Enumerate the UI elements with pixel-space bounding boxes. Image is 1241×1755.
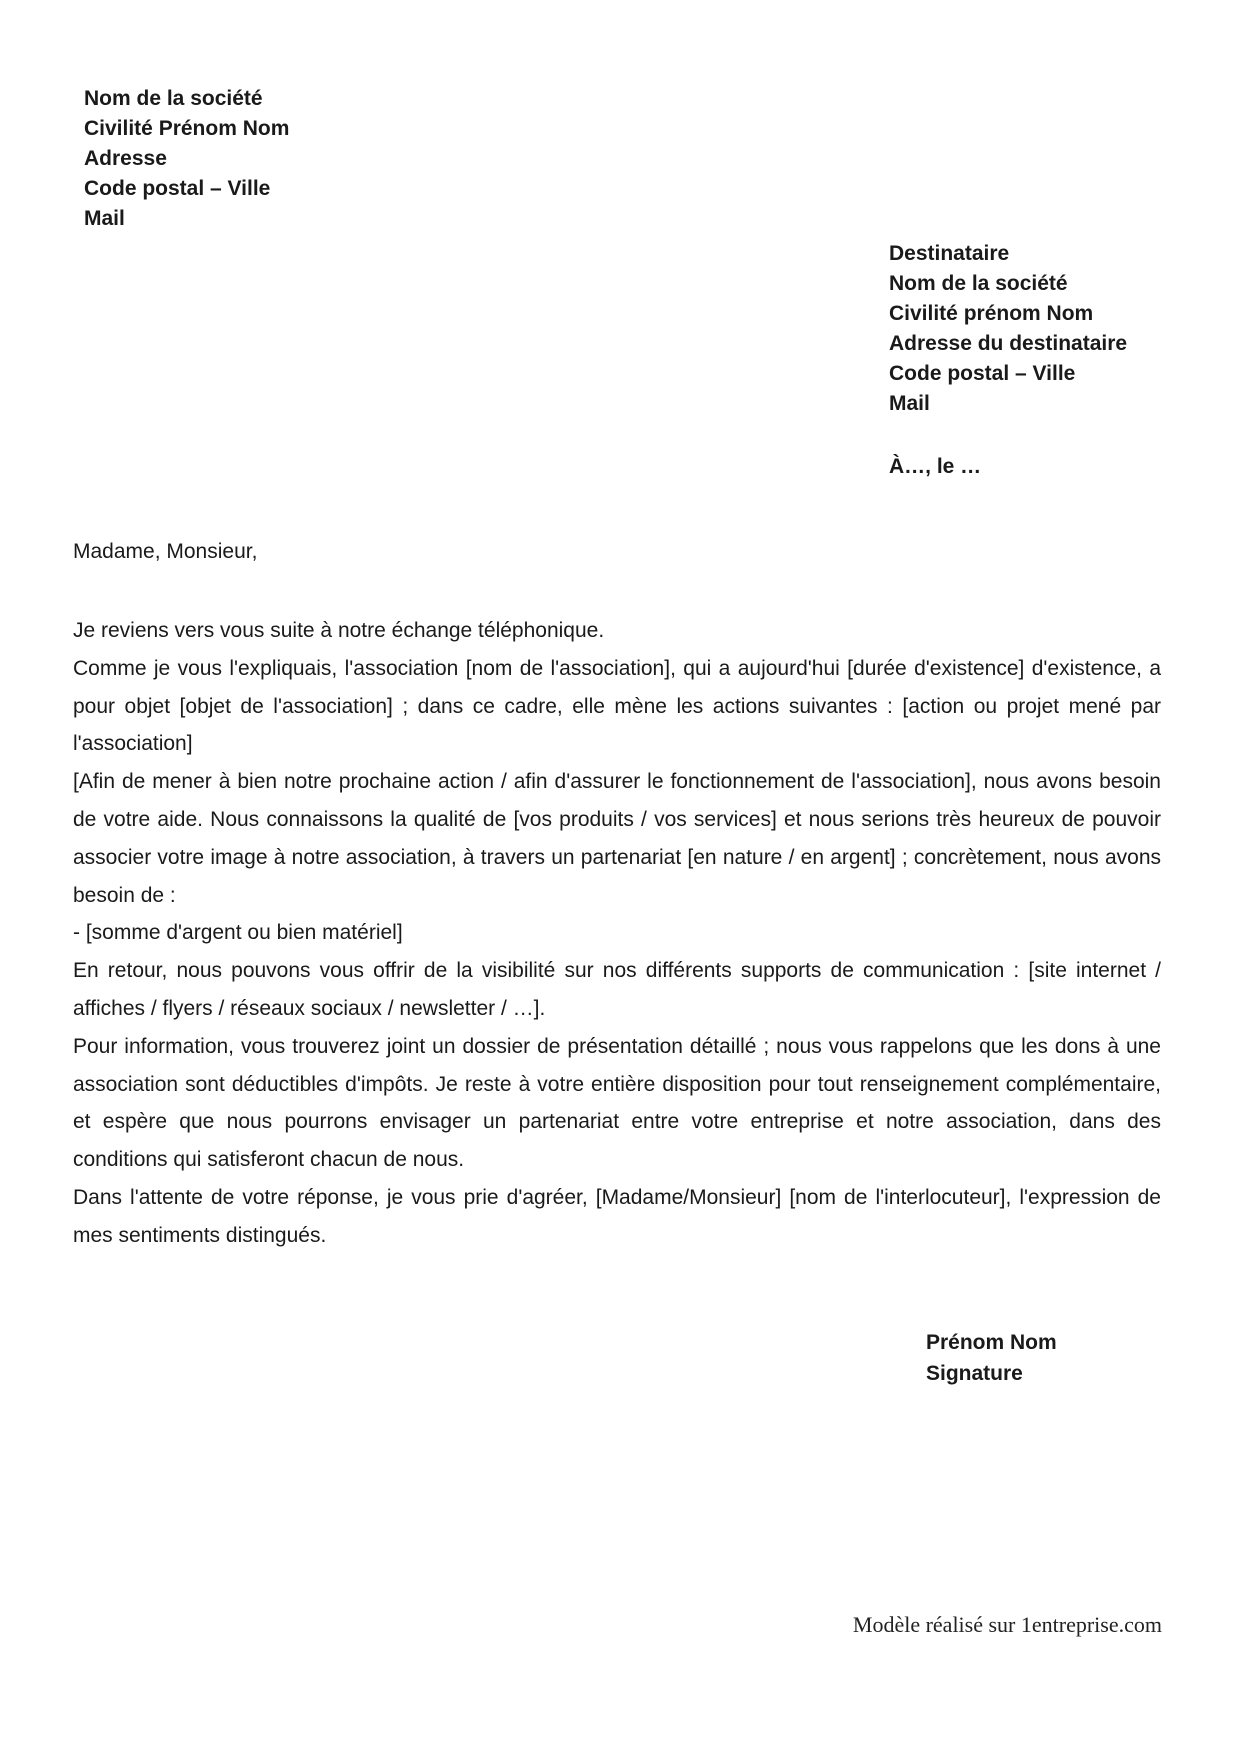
body-paragraph: Comme je vous l'expliquais, l'association [nom de l'association], qui a aujourd'hui [durée d'existence] d'existence, a pour objet [objet de l'association] ; dans ce cadre, elle mène les actions suivantes : [action ou projet mené par l'association] (73, 656, 1161, 756)
body-paragraph: Pour information, vous trouverez joint un dossier de présentation détaillé ; nous vous rappelons que les dons à une association sont déductibles d'impôts. Je reste à votre entière disposition pour tout renseignement complémentaire, et espère que nous pourrons envisager un partenariat entre votre entreprise et notre association, dans des conditions qui satisferont chacun de nous. (73, 1034, 1161, 1172)
recipient-label: Destinataire (889, 242, 1010, 265)
salutation: Madame, Monsieur, (73, 540, 258, 563)
sender-address: Adresse (84, 147, 167, 170)
place-date-line: À…, le … (889, 455, 982, 478)
sender-block (84, 84, 289, 234)
recipient-block (889, 239, 1127, 419)
body-paragraph: Je reviens vers vous suite à notre échange téléphonique. (73, 619, 605, 642)
letter-body (73, 612, 1161, 1255)
signature-name: Prénom Nom (926, 1331, 1057, 1354)
body-paragraph: En retour, nous pouvons vous offrir de la visibilité sur nos différents supports de communication : [site internet / affiches / flyers / réseaux sociaux / newsletter / …]. (73, 959, 1161, 1020)
sender-name: Civilité Prénom Nom (84, 117, 290, 140)
signature-label: Signature (926, 1362, 1023, 1385)
signature-block (926, 1327, 1057, 1389)
recipient-address: Adresse du destinataire (889, 332, 1128, 355)
recipient-name: Civilité prénom Nom (889, 302, 1094, 325)
body-paragraph: [Afin de mener à bien notre prochaine action / afin d'assurer le fonctionnement de l'association], nous avons besoin de votre aide. Nous connaissons la qualité de [vos produits / vos services] et nous serions très heureux de pouvoir associer votre image à notre association, à travers un partenariat [en nature / en argent] ; concrètement, nous avons besoin de : (73, 770, 1161, 907)
sender-mail: Mail (84, 207, 125, 230)
recipient-city: Code postal – Ville (889, 362, 1076, 385)
recipient-company: Nom de la société (889, 272, 1068, 295)
recipient-mail: Mail (889, 392, 930, 415)
footer-credit: Modèle réalisé sur 1entreprise.com (852, 1612, 1162, 1637)
sender-company: Nom de la société (84, 87, 263, 110)
body-paragraph: Dans l'attente de votre réponse, je vous prie d'agréer, [Madame/Monsieur] [nom de l'interlocuteur], l'expression de mes sentiments distingués. (73, 1185, 1161, 1247)
body-paragraph: - [somme d'argent ou bien matériel] (73, 921, 403, 945)
sender-city: Code postal – Ville (84, 177, 271, 200)
